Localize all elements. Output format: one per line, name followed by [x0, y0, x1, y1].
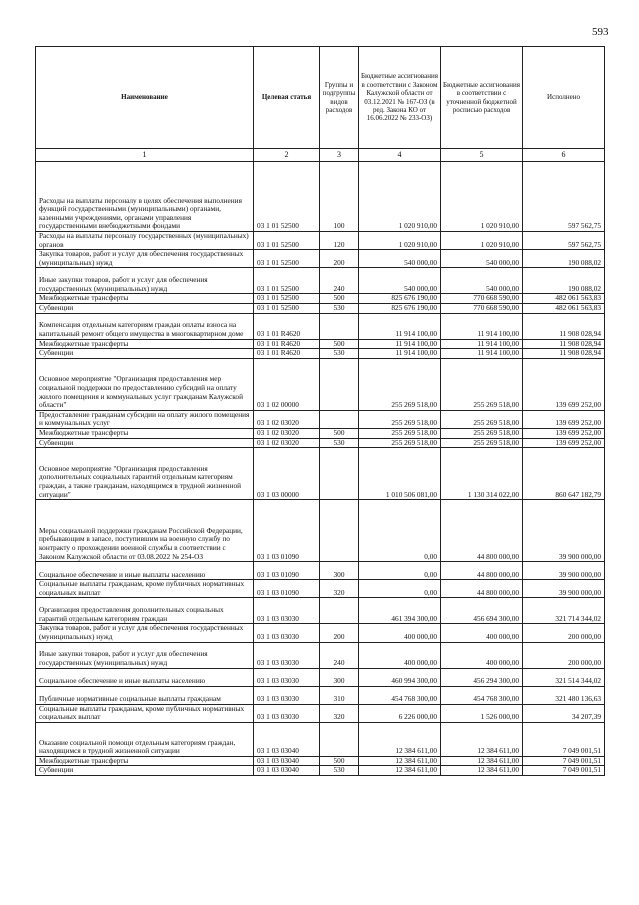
row-executed: 11 908 028,94: [523, 313, 605, 339]
row-assigned-refined: 11 914 100,00: [441, 313, 523, 339]
row-assigned-law: 400 000,00: [359, 642, 441, 668]
row-assigned-refined: 400 000,00: [441, 624, 523, 642]
row-name: Иные закупки товаров, работ и услуг для обеспечения государственных (муниципальных) нужд: [36, 642, 254, 668]
row-assigned-refined: 400 000,00: [441, 642, 523, 668]
row-expense-group: 500: [320, 428, 359, 438]
table-row: [36, 358, 605, 410]
row-expense-group: [320, 448, 359, 500]
row-assigned-refined: 1 526 000,00: [441, 704, 523, 722]
row-assigned-law: 400 000,00: [359, 624, 441, 642]
row-expense-group: 200: [320, 250, 359, 268]
row-assigned-law: 255 269 518,00: [359, 358, 441, 410]
table-row: [36, 303, 605, 313]
row-expense-group: 320: [320, 580, 359, 598]
row-expense-group: 300: [320, 562, 359, 580]
row-name: Предоставление гражданам субсидии на оплату жилого помещения и коммунальных услуг: [36, 410, 254, 428]
row-executed: 597 562,75: [523, 162, 605, 232]
table-row: [36, 562, 605, 580]
row-name: Компенсация отдельным категориям граждан оплаты взноса на капитальный ремонт общего имущества в многоквартирном доме: [36, 313, 254, 339]
table-body: [36, 162, 605, 776]
row-name: Закупка товаров, работ и услуг для обеспечения государственных (муниципальных) нужд: [36, 624, 254, 642]
row-assigned-law: 255 269 518,00: [359, 428, 441, 438]
row-name: Субвенции: [36, 766, 254, 776]
table-row: [36, 448, 605, 500]
row-assigned-law: 255 269 518,00: [359, 410, 441, 428]
row-name: Субвенции: [36, 303, 254, 313]
table-row: [36, 339, 605, 349]
table-row: [36, 722, 605, 756]
table-row: [36, 624, 605, 642]
row-expense-group: 530: [320, 766, 359, 776]
row-executed: 482 061 563,83: [523, 303, 605, 313]
column-number-row: [36, 149, 605, 162]
row-target-article: 03 1 03 03030: [254, 704, 320, 722]
row-assigned-refined: 456 294 300,00: [441, 668, 523, 686]
row-assigned-refined: 540 000,00: [441, 250, 523, 268]
row-name: Основное мероприятие "Организация предоставления мер социальной поддержки по предоставлению субсидий на оплату жилого помещения и коммунальных услуг гражданам Калужской области": [36, 358, 254, 410]
row-assigned-refined: 1 130 314 022,00: [441, 448, 523, 500]
row-name: Субвенции: [36, 438, 254, 448]
row-expense-group: 500: [320, 339, 359, 349]
row-target-article: 03 1 01 R4620: [254, 313, 320, 339]
row-assigned-refined: 454 768 300,00: [441, 686, 523, 704]
column-number: 6: [523, 149, 605, 162]
row-name: Межбюджетные трансферты: [36, 428, 254, 438]
row-target-article: 03 1 01 52500: [254, 268, 320, 294]
row-target-article: 03 1 01 52500: [254, 250, 320, 268]
row-name: Межбюджетные трансферты: [36, 339, 254, 349]
row-target-article: 03 1 03 00000: [254, 448, 320, 500]
row-assigned-law: 12 384 611,00: [359, 756, 441, 766]
row-expense-group: [320, 722, 359, 756]
row-expense-group: [320, 358, 359, 410]
row-assigned-refined: 44 800 000,00: [441, 562, 523, 580]
row-target-article: 03 1 03 03030: [254, 686, 320, 704]
header-assignments-law: Бюджетные ассигнования в соответствии с Законом Калужской области от 03.12.2021 № 167-ОЗ (в ред. Закона КО от 16.06.2022 № 233-ОЗ): [359, 47, 441, 149]
row-assigned-law: 540 000,00: [359, 250, 441, 268]
row-expense-group: 530: [320, 438, 359, 448]
table-row: [36, 162, 605, 232]
row-name: Организация предоставления дополнительных социальных гарантий отдельным категориям граждан: [36, 598, 254, 624]
row-executed: 11 908 028,94: [523, 349, 605, 359]
row-target-article: 03 1 03 03030: [254, 624, 320, 642]
row-target-article: 03 1 03 01090: [254, 580, 320, 598]
table-row: [36, 268, 605, 294]
row-executed: 139 699 252,00: [523, 358, 605, 410]
row-name: Социальные выплаты гражданам, кроме публичных нормативных социальных выплат: [36, 580, 254, 598]
row-assigned-refined: 12 384 611,00: [441, 766, 523, 776]
row-name: Расходы на выплаты персоналу государственных (муниципальных) органов: [36, 232, 254, 250]
row-assigned-law: 825 676 190,00: [359, 294, 441, 304]
row-assigned-law: 540 000,00: [359, 268, 441, 294]
table-row: [36, 250, 605, 268]
row-executed: 200 000,00: [523, 642, 605, 668]
row-assigned-refined: 456 694 300,00: [441, 598, 523, 624]
row-target-article: 03 1 01 52500: [254, 303, 320, 313]
row-expense-group: [320, 410, 359, 428]
row-executed: 321 480 136,63: [523, 686, 605, 704]
row-assigned-refined: 12 384 611,00: [441, 722, 523, 756]
row-name: Социальные выплаты гражданам, кроме публичных нормативных социальных выплат: [36, 704, 254, 722]
row-assigned-law: 461 394 300,00: [359, 598, 441, 624]
row-name: Публичные нормативные социальные выплаты гражданам: [36, 686, 254, 704]
row-executed: 200 000,00: [523, 624, 605, 642]
table-row: [36, 766, 605, 776]
row-name: Расходы на выплаты персоналу в целях обеспечения выполнения функций государственными (муниципальными) органами, казенными учреждениями, органами управления государственными внебюджетными фондами: [36, 162, 254, 232]
row-name: Социальное обеспечение и иные выплаты населению: [36, 668, 254, 686]
header-expense-groups: Группы и подгруппы видов расходов: [320, 47, 359, 149]
row-target-article: 03 1 03 01090: [254, 562, 320, 580]
row-expense-group: 500: [320, 756, 359, 766]
row-executed: 39 900 000,00: [523, 562, 605, 580]
row-name: Межбюджетные трансферты: [36, 756, 254, 766]
row-executed: 7 049 001,51: [523, 722, 605, 756]
row-expense-group: 200: [320, 624, 359, 642]
table-row: [36, 686, 605, 704]
table-row: [36, 294, 605, 304]
row-executed: 7 049 001,51: [523, 756, 605, 766]
row-name: Социальное обеспечение и иные выплаты населению: [36, 562, 254, 580]
row-assigned-law: 6 226 000,00: [359, 704, 441, 722]
row-target-article: 03 1 02 03020: [254, 428, 320, 438]
table-row: [36, 598, 605, 624]
row-assigned-refined: 44 800 000,00: [441, 500, 523, 562]
row-assigned-law: 454 768 300,00: [359, 686, 441, 704]
table-row: [36, 500, 605, 562]
row-assigned-law: 1 020 910,00: [359, 162, 441, 232]
row-expense-group: 300: [320, 668, 359, 686]
row-assigned-refined: 770 668 590,00: [441, 294, 523, 304]
row-name: Иные закупки товаров, работ и услуг для обеспечения государственных (муниципальных) нужд: [36, 268, 254, 294]
row-target-article: 03 1 01 52500: [254, 162, 320, 232]
header-target-article: Целевая статья: [254, 47, 320, 149]
table-header-row: [36, 47, 605, 149]
row-target-article: 03 1 03 03030: [254, 668, 320, 686]
row-assigned-refined: 1 020 910,00: [441, 232, 523, 250]
row-executed: 190 088,02: [523, 250, 605, 268]
row-assigned-law: 12 384 611,00: [359, 722, 441, 756]
row-assigned-refined: 540 000,00: [441, 268, 523, 294]
row-executed: 7 049 001,51: [523, 766, 605, 776]
row-name: Меры социальной поддержки гражданам Российской Федерации, пребывающим в запасе, поступившим на военную службу по контракту о прохождении военной службы в соответствии с Законом Калужской области от 03.08.2022 № 254-ОЗ: [36, 500, 254, 562]
row-expense-group: [320, 598, 359, 624]
row-assigned-refined: 255 269 518,00: [441, 438, 523, 448]
row-assigned-refined: 255 269 518,00: [441, 358, 523, 410]
row-target-article: 03 1 02 03020: [254, 438, 320, 448]
row-executed: 190 088,02: [523, 268, 605, 294]
row-target-article: 03 1 03 03030: [254, 642, 320, 668]
row-expense-group: 320: [320, 704, 359, 722]
row-assigned-law: 11 914 100,00: [359, 339, 441, 349]
row-assigned-law: 460 994 300,00: [359, 668, 441, 686]
row-executed: 11 908 028,94: [523, 339, 605, 349]
row-executed: 39 900 000,00: [523, 500, 605, 562]
row-assigned-law: 0,00: [359, 562, 441, 580]
column-number: 3: [320, 149, 359, 162]
row-assigned-law: 0,00: [359, 500, 441, 562]
row-assigned-law: 825 676 190,00: [359, 303, 441, 313]
row-executed: 482 061 563,83: [523, 294, 605, 304]
row-target-article: 03 1 01 R4620: [254, 349, 320, 359]
row-expense-group: [320, 500, 359, 562]
row-expense-group: 100: [320, 162, 359, 232]
row-target-article: 03 1 03 03040: [254, 756, 320, 766]
row-executed: 139 699 252,00: [523, 410, 605, 428]
row-expense-group: 530: [320, 349, 359, 359]
row-assigned-law: 11 914 100,00: [359, 313, 441, 339]
table-row: [36, 438, 605, 448]
header-name: Наименование: [36, 47, 254, 149]
budget-table: [35, 46, 605, 776]
header-executed: Исполнено: [523, 47, 605, 149]
table-row: [36, 668, 605, 686]
table-row: [36, 349, 605, 359]
row-assigned-law: 12 384 611,00: [359, 766, 441, 776]
row-expense-group: 310: [320, 686, 359, 704]
row-name: Основное мероприятие "Организация предоставления дополнительных социальных гарантий отдельным категориям граждан, а также гражданам, находящимся в трудной жизненной ситуации": [36, 448, 254, 500]
row-expense-group: [320, 313, 359, 339]
table-row: [36, 642, 605, 668]
row-assigned-law: 255 269 518,00: [359, 438, 441, 448]
row-assigned-refined: 255 269 518,00: [441, 410, 523, 428]
row-assigned-law: 11 914 100,00: [359, 349, 441, 359]
row-expense-group: 530: [320, 303, 359, 313]
table-row: [36, 580, 605, 598]
row-assigned-law: 0,00: [359, 580, 441, 598]
row-name: Оказание социальной помощи отдельным категориям граждан, находящимся в трудной жизненной ситуации: [36, 722, 254, 756]
table-row: [36, 232, 605, 250]
column-number: 4: [359, 149, 441, 162]
row-executed: 139 699 252,00: [523, 428, 605, 438]
row-expense-group: 240: [320, 268, 359, 294]
row-name: Закупка товаров, работ и услуг для обеспечения государственных (муниципальных) нужд: [36, 250, 254, 268]
row-executed: 34 207,39: [523, 704, 605, 722]
row-target-article: 03 1 01 52500: [254, 232, 320, 250]
row-target-article: 03 1 01 R4620: [254, 339, 320, 349]
row-executed: 860 647 182,79: [523, 448, 605, 500]
row-assigned-law: 1 020 910,00: [359, 232, 441, 250]
table-row: [36, 410, 605, 428]
row-executed: 321 514 344,02: [523, 668, 605, 686]
row-assigned-refined: 44 800 000,00: [441, 580, 523, 598]
row-name: Субвенции: [36, 349, 254, 359]
table-row: [36, 313, 605, 339]
table-row: [36, 428, 605, 438]
row-target-article: 03 1 02 03020: [254, 410, 320, 428]
row-executed: 597 562,75: [523, 232, 605, 250]
row-executed: 321 714 344,02: [523, 598, 605, 624]
row-assigned-law: 1 010 506 081,00: [359, 448, 441, 500]
row-target-article: 03 1 03 03030: [254, 598, 320, 624]
table-row: [36, 756, 605, 766]
row-expense-group: 120: [320, 232, 359, 250]
row-target-article: 03 1 03 03040: [254, 722, 320, 756]
row-assigned-refined: 1 020 910,00: [441, 162, 523, 232]
row-name: Межбюджетные трансферты: [36, 294, 254, 304]
row-executed: 139 699 252,00: [523, 438, 605, 448]
page-number: 593: [592, 26, 609, 38]
row-assigned-refined: 255 269 518,00: [441, 428, 523, 438]
row-expense-group: 240: [320, 642, 359, 668]
column-number: 1: [36, 149, 254, 162]
column-number: 2: [254, 149, 320, 162]
row-target-article: 03 1 03 03040: [254, 766, 320, 776]
row-assigned-refined: 11 914 100,00: [441, 339, 523, 349]
row-expense-group: 500: [320, 294, 359, 304]
row-target-article: 03 1 01 52500: [254, 294, 320, 304]
row-assigned-refined: 12 384 611,00: [441, 756, 523, 766]
header-assignments-refined: Бюджетные ассигнования в соответствии с уточненной бюджетной росписью расходов: [441, 47, 523, 149]
table-row: [36, 704, 605, 722]
column-number: 5: [441, 149, 523, 162]
row-target-article: 03 1 03 01090: [254, 500, 320, 562]
row-executed: 39 900 000,00: [523, 580, 605, 598]
row-target-article: 03 1 02 00000: [254, 358, 320, 410]
row-assigned-refined: 770 668 590,00: [441, 303, 523, 313]
row-assigned-refined: 11 914 100,00: [441, 349, 523, 359]
